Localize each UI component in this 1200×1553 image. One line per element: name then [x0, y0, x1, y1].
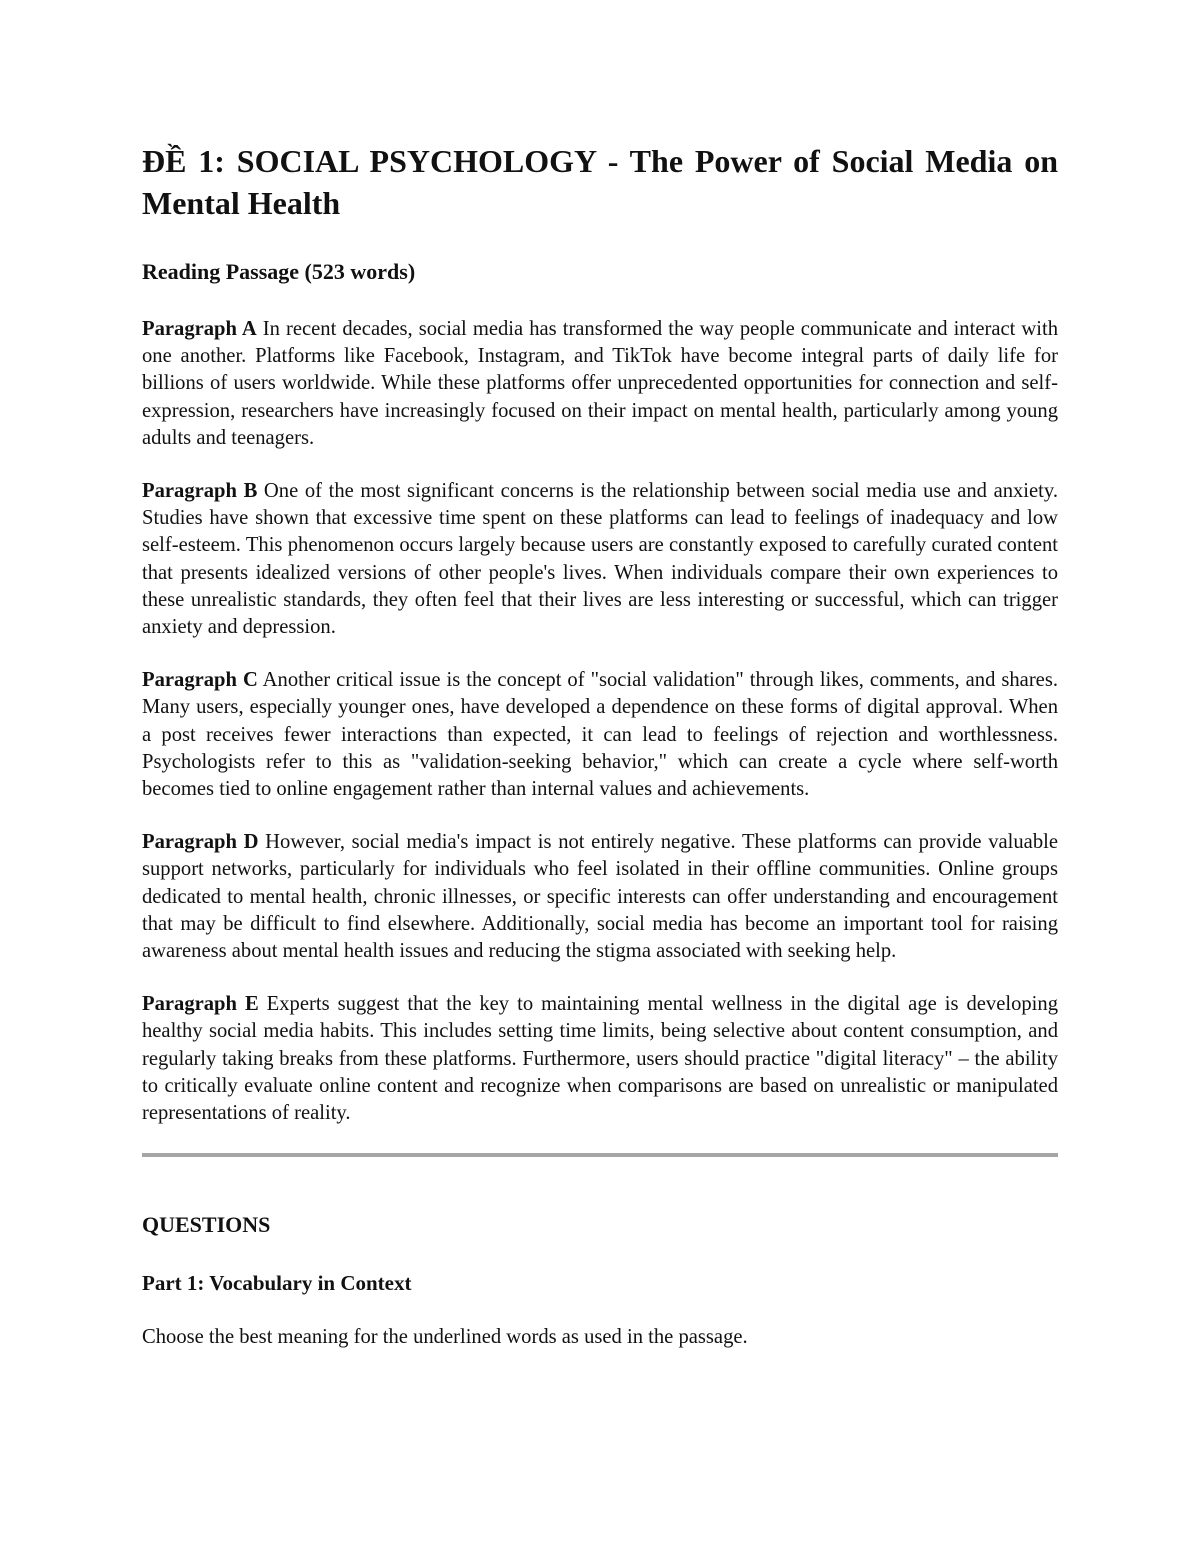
paragraph-label: Paragraph A: [142, 318, 257, 340]
part1-instruction: Choose the best meaning for the underlined words as used in the passage.: [142, 1326, 748, 1349]
paragraph-label: Paragraph B: [142, 480, 258, 503]
horizontal-divider: [142, 1153, 1058, 1157]
paragraph-c: [142, 667, 1058, 803]
paragraph-text: However, social media's impact is not entirely negative. These platforms can provide valuable support networks, particularly for individuals who feel isolated in their offline communities. Online groups dedicated to mental health, chronic illnesses, or specific interests can offer understanding and encouragement that may be difficult to find elsewhere. Additionally, social media has become an important tool for raising awareness about mental health issues and reducing the stigma associated with seeking help.: [142, 831, 1058, 963]
paragraph-label: Paragraph D: [142, 831, 259, 854]
passage-heading: Reading Passage (523 words): [142, 259, 416, 284]
paragraph-a: [142, 316, 1058, 452]
part1-heading: Part 1: Vocabulary in Context: [142, 1271, 412, 1296]
paragraph-text: Another critical issue is the concept of "social validation" through likes, comments, and shares. Many users, especially younger ones, have developed a dependence on these forms of digital approval. When a post receives fewer interactions than expected, it can lead to feelings of rejection and worthlessness. Psychologists refer to this as "validation-seeking behavior," which can create a cycle where self-worth becomes tied to online engagement rather than internal values and achievements.: [142, 669, 1058, 801]
paragraph-e: [142, 991, 1058, 1127]
paragraph-b: [142, 478, 1058, 641]
paragraph-text: One of the most significant concerns is the relationship between social media use and anxiety. Studies have shown that excessive time spent on these platforms can lead to feelings of inadequacy and low self-esteem. This phenomenon occurs largely because users are constantly exposed to carefully curated content that presents idealized versions of other people's lives. When individuals compare their own experiences to these unrealistic standards, they often feel that their lives are less interesting or successful, which can trigger anxiety and depression.: [142, 480, 1058, 639]
document-title: ĐỀ 1: SOCIAL PSYCHOLOGY - The Power of Social Media on Mental Health: [142, 143, 1058, 221]
paragraph-text: Experts suggest that the key to maintaining mental wellness in the digital age is developing healthy social media habits. This includes setting time limits, being selective about content consumption, and regularly taking breaks from these platforms. Furthermore, users should practice "digital literacy" – the ability to critically evaluate online content and recognize when comparisons are based on unrealistic or manipulated representations of reality.: [142, 993, 1058, 1125]
paragraph-label: Paragraph E: [142, 993, 259, 1016]
paragraph-label: Paragraph C: [142, 669, 258, 692]
paragraph-d: [142, 829, 1058, 965]
document-page: [142, 140, 1058, 1351]
paragraph-text: In recent decades, social media has transformed the way people communicate and interact with one another. Platforms like Facebook, Instagram, and TikTok have become integral parts of daily life for billions of users worldwide. While these platforms offer unprecedented opportunities for connection and self-expression, researchers have increasingly focused on their impact on mental health, particularly among young adults and teenagers.: [142, 318, 1058, 449]
questions-heading: QUESTIONS: [142, 1212, 271, 1238]
